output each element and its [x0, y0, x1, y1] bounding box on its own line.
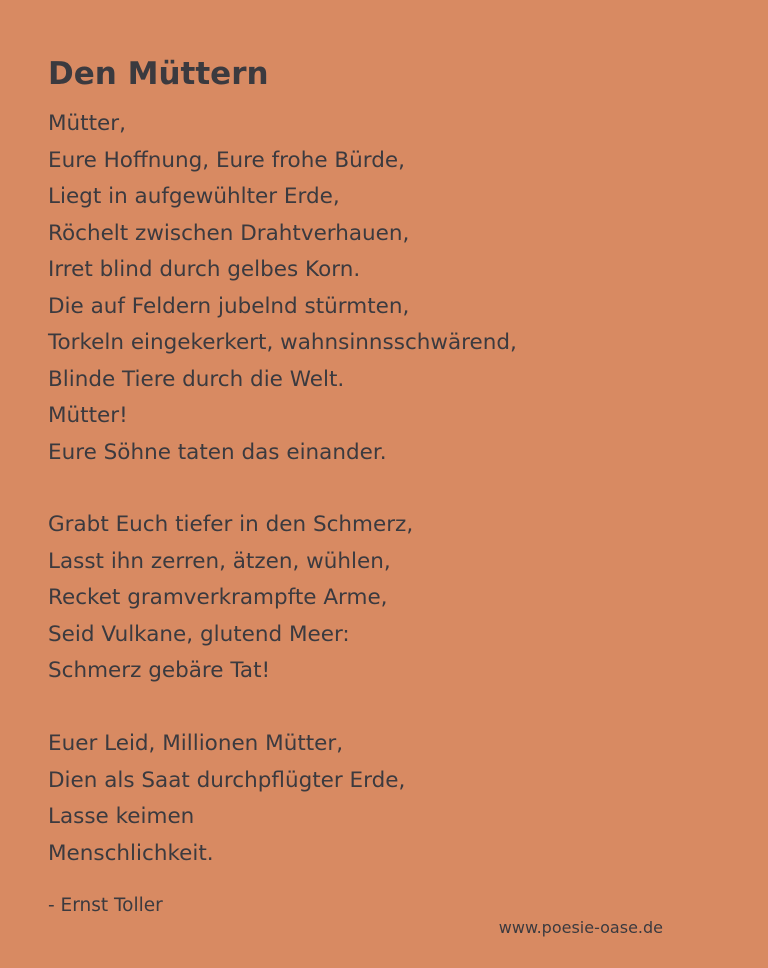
poem-line: Grabt Euch tiefer in den Schmerz, [48, 512, 414, 537]
poem-author: - Ernst Toller [48, 895, 163, 916]
poem-line: Mütter, [48, 111, 126, 136]
poem-line: Die auf Feldern jubelnd stürmten, [48, 293, 410, 319]
stanza-1 [48, 106, 517, 471]
poem-line: Torkeln eingekerkert, wahnsinnsschwärend, [48, 330, 517, 355]
poem-line: Euer Leid, Millionen Mütter, [48, 731, 344, 756]
poem-line: Röchelt zwischen Drahtverhauen, [48, 220, 410, 246]
poem-line: Seid Vulkane, glutend Meer: [48, 621, 350, 647]
poem-line: Liegt in aufgewühlter Erde, [48, 184, 340, 209]
poem-line: Dien als Saat durchpflügter Erde, [48, 767, 406, 793]
poem-line: Recket gramverkrampfte Arme, [48, 585, 388, 610]
poem-line: Irret blind durch gelbes Korn. [48, 257, 361, 282]
stanza-2 [48, 507, 413, 690]
poem-line: Menschlichkeit. [48, 840, 214, 866]
poem-line: Eure Hoffnung, Eure frohe Bürde, [48, 147, 405, 173]
stanza-3 [48, 726, 405, 872]
poem-line: Mütter! [48, 403, 128, 428]
website-credit: www.poesie-oase.de [498, 918, 663, 937]
poem-line: Schmerz gebäre Tat! [48, 658, 271, 683]
poem-line: Eure Söhne taten das einander. [48, 439, 387, 465]
poem-line: Lasse keimen [48, 804, 195, 829]
poem-line: Blinde Tiere durch die Welt. [48, 366, 345, 392]
poem-title: Den Müttern [48, 56, 269, 92]
poem-line: Lasst ihn zerren, ätzen, wühlen, [48, 548, 391, 574]
